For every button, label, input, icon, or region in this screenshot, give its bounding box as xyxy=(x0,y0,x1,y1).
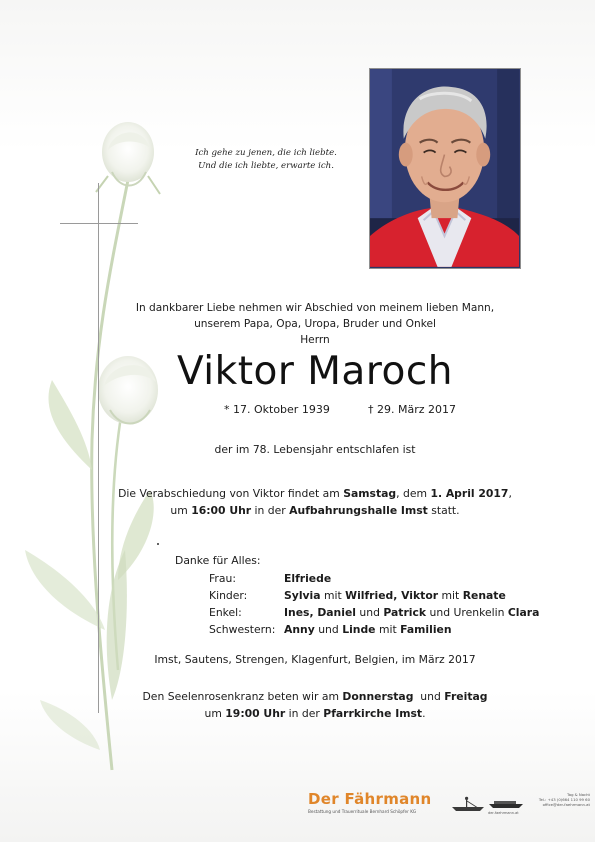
farewell-line-2 xyxy=(110,502,520,519)
family-member-name: Patrick xyxy=(383,606,427,619)
family-member-name: Wilfried, Viktor xyxy=(345,589,439,602)
cross-vertical-bar xyxy=(98,183,99,713)
intro-line-3: Herrn xyxy=(300,334,330,347)
rosary-text: Den Seelenrosenkranz beten wir am xyxy=(142,690,343,703)
thanks-row xyxy=(209,570,589,587)
farewell-text: , xyxy=(508,487,512,500)
thanks-row-label: Schwestern: xyxy=(209,623,276,636)
family-member-name: Elfriede xyxy=(284,572,332,585)
quote-line-2: Und die ich liebte, erwarte ich. xyxy=(198,161,334,171)
farewell-text: , dem xyxy=(396,487,431,500)
rosary-day: Donnerstag xyxy=(342,690,414,703)
farewell-date: 1. April 2017 xyxy=(430,487,509,500)
thanks-row-names xyxy=(284,570,331,587)
rosary-text: um xyxy=(204,707,226,720)
deceased-name: Viktor Maroch xyxy=(176,349,454,394)
family-member-name: Familien xyxy=(400,623,452,636)
life-dates xyxy=(200,402,490,418)
website-text: der-faehrmann.at xyxy=(488,811,519,815)
portrait-image xyxy=(370,69,519,267)
thanks-row xyxy=(209,621,589,638)
family-member-name: Clara xyxy=(507,606,540,619)
brand-subtitle: Bestattung und Trauerrituale Bernhard Schöpfer KG xyxy=(308,809,417,814)
quote-line-1: Ich gehe zu jenen, die ich liebte. xyxy=(195,148,337,158)
thanks-list xyxy=(209,570,589,638)
family-member-name: Ines, Daniel xyxy=(284,606,356,619)
connector-text: mit xyxy=(375,623,401,636)
connector-text: mit xyxy=(438,589,463,602)
farewell-text: um xyxy=(170,504,192,517)
brand-logo-text: Der Fährmann xyxy=(308,790,432,808)
boat-silhouette-icon xyxy=(488,796,524,810)
age-line: der im 78. Lebensjahr entschlafen ist xyxy=(214,443,416,456)
contact-line-1: Tag & Nacht xyxy=(567,792,590,797)
thanks-row-names xyxy=(284,587,506,604)
death-date: † 29. März 2017 xyxy=(368,403,457,416)
thanks-row xyxy=(209,587,589,604)
funeral-home-footer xyxy=(300,790,590,830)
thanks-row-label: Enkel: xyxy=(209,606,242,619)
farewell-time: 16:00 Uhr xyxy=(191,504,252,517)
thanks-row xyxy=(209,604,589,621)
rosary-location: Pfarrkirche Imst xyxy=(323,707,423,720)
farewell-day: Samstag xyxy=(343,487,397,500)
connector-text: und xyxy=(355,606,384,619)
rosary-line-1 xyxy=(110,688,520,705)
thanks-row-label: Kinder: xyxy=(209,589,248,602)
farewell-text: in der xyxy=(251,504,290,517)
farewell-location: Aufbahrungshalle Imst xyxy=(289,504,428,517)
connector-text: mit xyxy=(320,589,346,602)
connector-text: und Urenkelin xyxy=(426,606,508,619)
rosary-time: 19:00 Uhr xyxy=(225,707,286,720)
rosary-day: Freitag xyxy=(444,690,488,703)
contact-line-3: office@der-faehrmann.at xyxy=(542,802,590,808)
portrait-photo xyxy=(369,68,521,269)
rosary-text: . xyxy=(422,707,426,720)
ferryman-boat-icon xyxy=(450,796,486,812)
connector-text: und xyxy=(314,623,343,636)
stray-dot xyxy=(157,543,159,545)
thanks-row-names xyxy=(284,604,539,621)
family-member-name: Sylvia xyxy=(284,589,321,602)
family-member-name: Anny xyxy=(284,623,315,636)
places-line: Imst, Sautens, Strengen, Klagenfurt, Belgien, im März 2017 xyxy=(154,653,476,666)
intro-line-2: unserem Papa, Opa, Uropa, Bruder und Onkel xyxy=(194,318,436,331)
rosary-announcement xyxy=(110,688,520,722)
cross-horizontal-bar xyxy=(60,223,138,224)
rosary-text: in der xyxy=(285,707,324,720)
rosary-text: und xyxy=(413,690,445,703)
thanks-row-names xyxy=(284,621,452,638)
family-member-name: Linde xyxy=(342,623,376,636)
rosary-line-2 xyxy=(110,705,520,722)
thanks-title: Danke für Alles: xyxy=(175,554,261,567)
farewell-text: Die Verabschiedung von Viktor findet am xyxy=(118,487,344,500)
birth-date: * 17. Oktober 1939 xyxy=(224,403,330,416)
memorial-quote xyxy=(160,147,372,173)
contact-line-2: Tel.: +43 (0)664 110 99 60 xyxy=(538,797,590,803)
farewell-text: statt. xyxy=(427,504,460,517)
intro-line-1: In dankbarer Liebe nehmen wir Abschied von meinem lieben Mann, xyxy=(135,302,495,314)
contact-info xyxy=(532,792,590,808)
family-member-name: Renate xyxy=(462,589,506,602)
farewell-announcement xyxy=(110,485,520,519)
thanks-row-label: Frau: xyxy=(209,572,236,585)
intro-text xyxy=(110,300,520,349)
farewell-line-1 xyxy=(110,485,520,502)
